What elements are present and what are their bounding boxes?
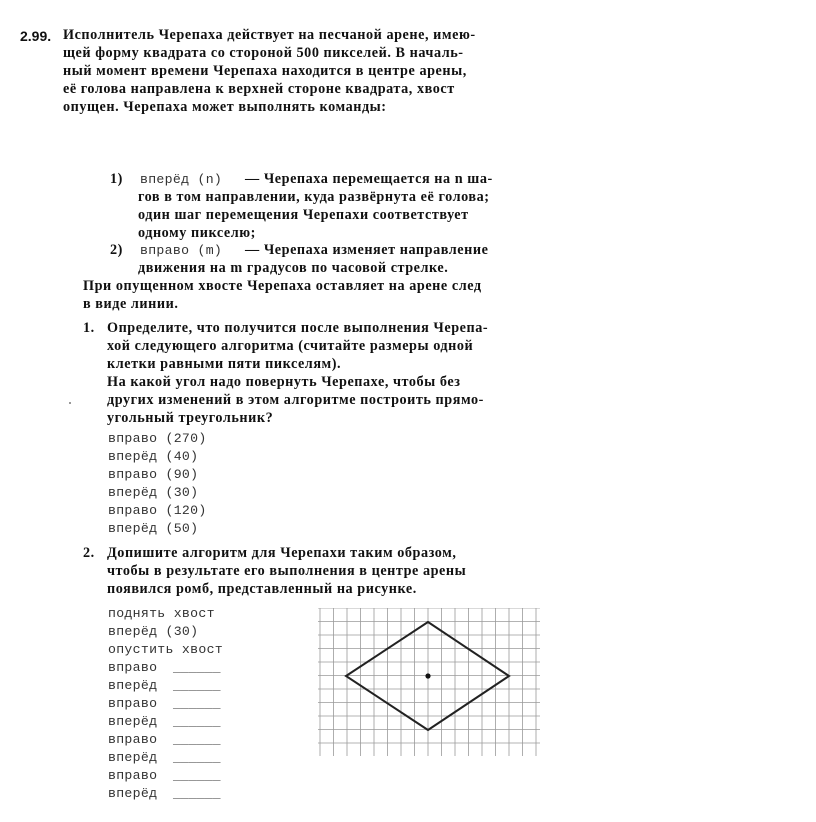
algo-1-line: вправо (120) [108, 503, 207, 518]
command-2-line-1: — Черепаха изменяет направление [245, 242, 489, 258]
algo-1-line: вправо (90) [108, 467, 199, 482]
intro-line-5: опущен. Черепаха может выполнять команды: [63, 99, 387, 115]
answer-blank[interactable]: ______ [173, 768, 221, 783]
algo-2-line: опустить хвост [108, 642, 223, 657]
tail-note-line-2: в виде линии. [83, 296, 179, 312]
intro-line-3: ный момент времени Черепаха находится в центре арены, [63, 63, 467, 79]
algo-2-line: вперёд (30) [108, 624, 199, 639]
task-2-line-1: Допишите алгоритм для Черепахи таким образом, [107, 545, 457, 561]
algo-2-blank-command: вперёд [108, 678, 158, 693]
task-1-line-3: клетки равными пяти пикселям). [107, 356, 342, 372]
algo-2-blank-command: вперёд [108, 750, 158, 765]
task-2-line-2: чтобы в результате его выполнения в центре арены [107, 563, 467, 579]
answer-blank[interactable]: ______ [173, 786, 221, 801]
algo-1-line: вперёд (40) [108, 449, 199, 464]
algo-2-blank-command: вправо [108, 768, 158, 783]
task-2-number: 2. [83, 545, 95, 561]
intro-line-2: щей форму квадрата со стороной 500 пикселей. В началь- [63, 45, 464, 61]
intro-line-4: её голова направлена к верхней стороне квадрата, хвост [63, 81, 455, 97]
algo-2-blank-command: вправо [108, 732, 158, 747]
command-1-number: 1) [110, 171, 123, 187]
task-1-line-4: На какой угол надо повернуть Черепахе, чтобы без [107, 374, 461, 390]
command-1-code: вперёд (n) [140, 172, 223, 187]
algo-2-blank-command: вправо [108, 696, 158, 711]
task-1-line-2: хой следующего алгоритма (считайте размеры одной [107, 338, 474, 354]
answer-blank[interactable]: ______ [173, 696, 221, 711]
answer-blank[interactable]: ______ [173, 732, 221, 747]
algo-2-blank-command: вперёд [108, 714, 158, 729]
task-1-number: 1. [83, 320, 95, 336]
command-1-line-3: один шаг перемещения Черепахи соответствует [138, 207, 469, 223]
algo-1-line: вперёд (50) [108, 521, 199, 536]
task-1-line-1: Определите, что получится после выполнения Черепа- [107, 320, 489, 336]
command-2-number: 2) [110, 242, 123, 258]
answer-blank[interactable]: ______ [173, 660, 221, 675]
algo-2-line: поднять хвост [108, 606, 215, 621]
tail-note-line-1: При опущенном хвосте Черепаха оставляет на арене след [83, 278, 482, 294]
command-2-code: вправо (m) [140, 243, 223, 258]
problem-number: 2.99. [20, 28, 52, 44]
answer-blank[interactable]: ______ [173, 678, 221, 693]
answer-blank[interactable]: ______ [173, 750, 221, 765]
algo-2-blank-command: вперёд [108, 786, 158, 801]
command-1-line-4: одному пикселю; [138, 225, 256, 241]
command-1-line-2: гов в том направлении, куда развёрнута её голова; [138, 189, 490, 205]
scan-speck [69, 402, 71, 404]
algo-1-line: вперёд (30) [108, 485, 199, 500]
answer-blank[interactable]: ______ [173, 714, 221, 729]
algo-2-blank-command: вправо [108, 660, 158, 675]
rhombus-grid-figure [318, 608, 540, 756]
task-1-line-5: других изменений в этом алгоритме построить прямо- [107, 392, 484, 408]
algo-1-line: вправо (270) [108, 431, 207, 446]
intro-line-1: Исполнитель Черепаха действует на песчаной арене, имею- [63, 27, 476, 43]
grid-lines [318, 608, 540, 756]
command-2-line-2: движения на m градусов по часовой стрелке. [138, 260, 449, 276]
task-2-line-3: появился ромб, представленный на рисунке. [107, 581, 417, 597]
command-1-line-1: — Черепаха перемещается на n ша- [245, 171, 493, 187]
rhombus-center-dot [425, 673, 430, 678]
task-1-line-6: угольный треугольник? [107, 410, 274, 426]
